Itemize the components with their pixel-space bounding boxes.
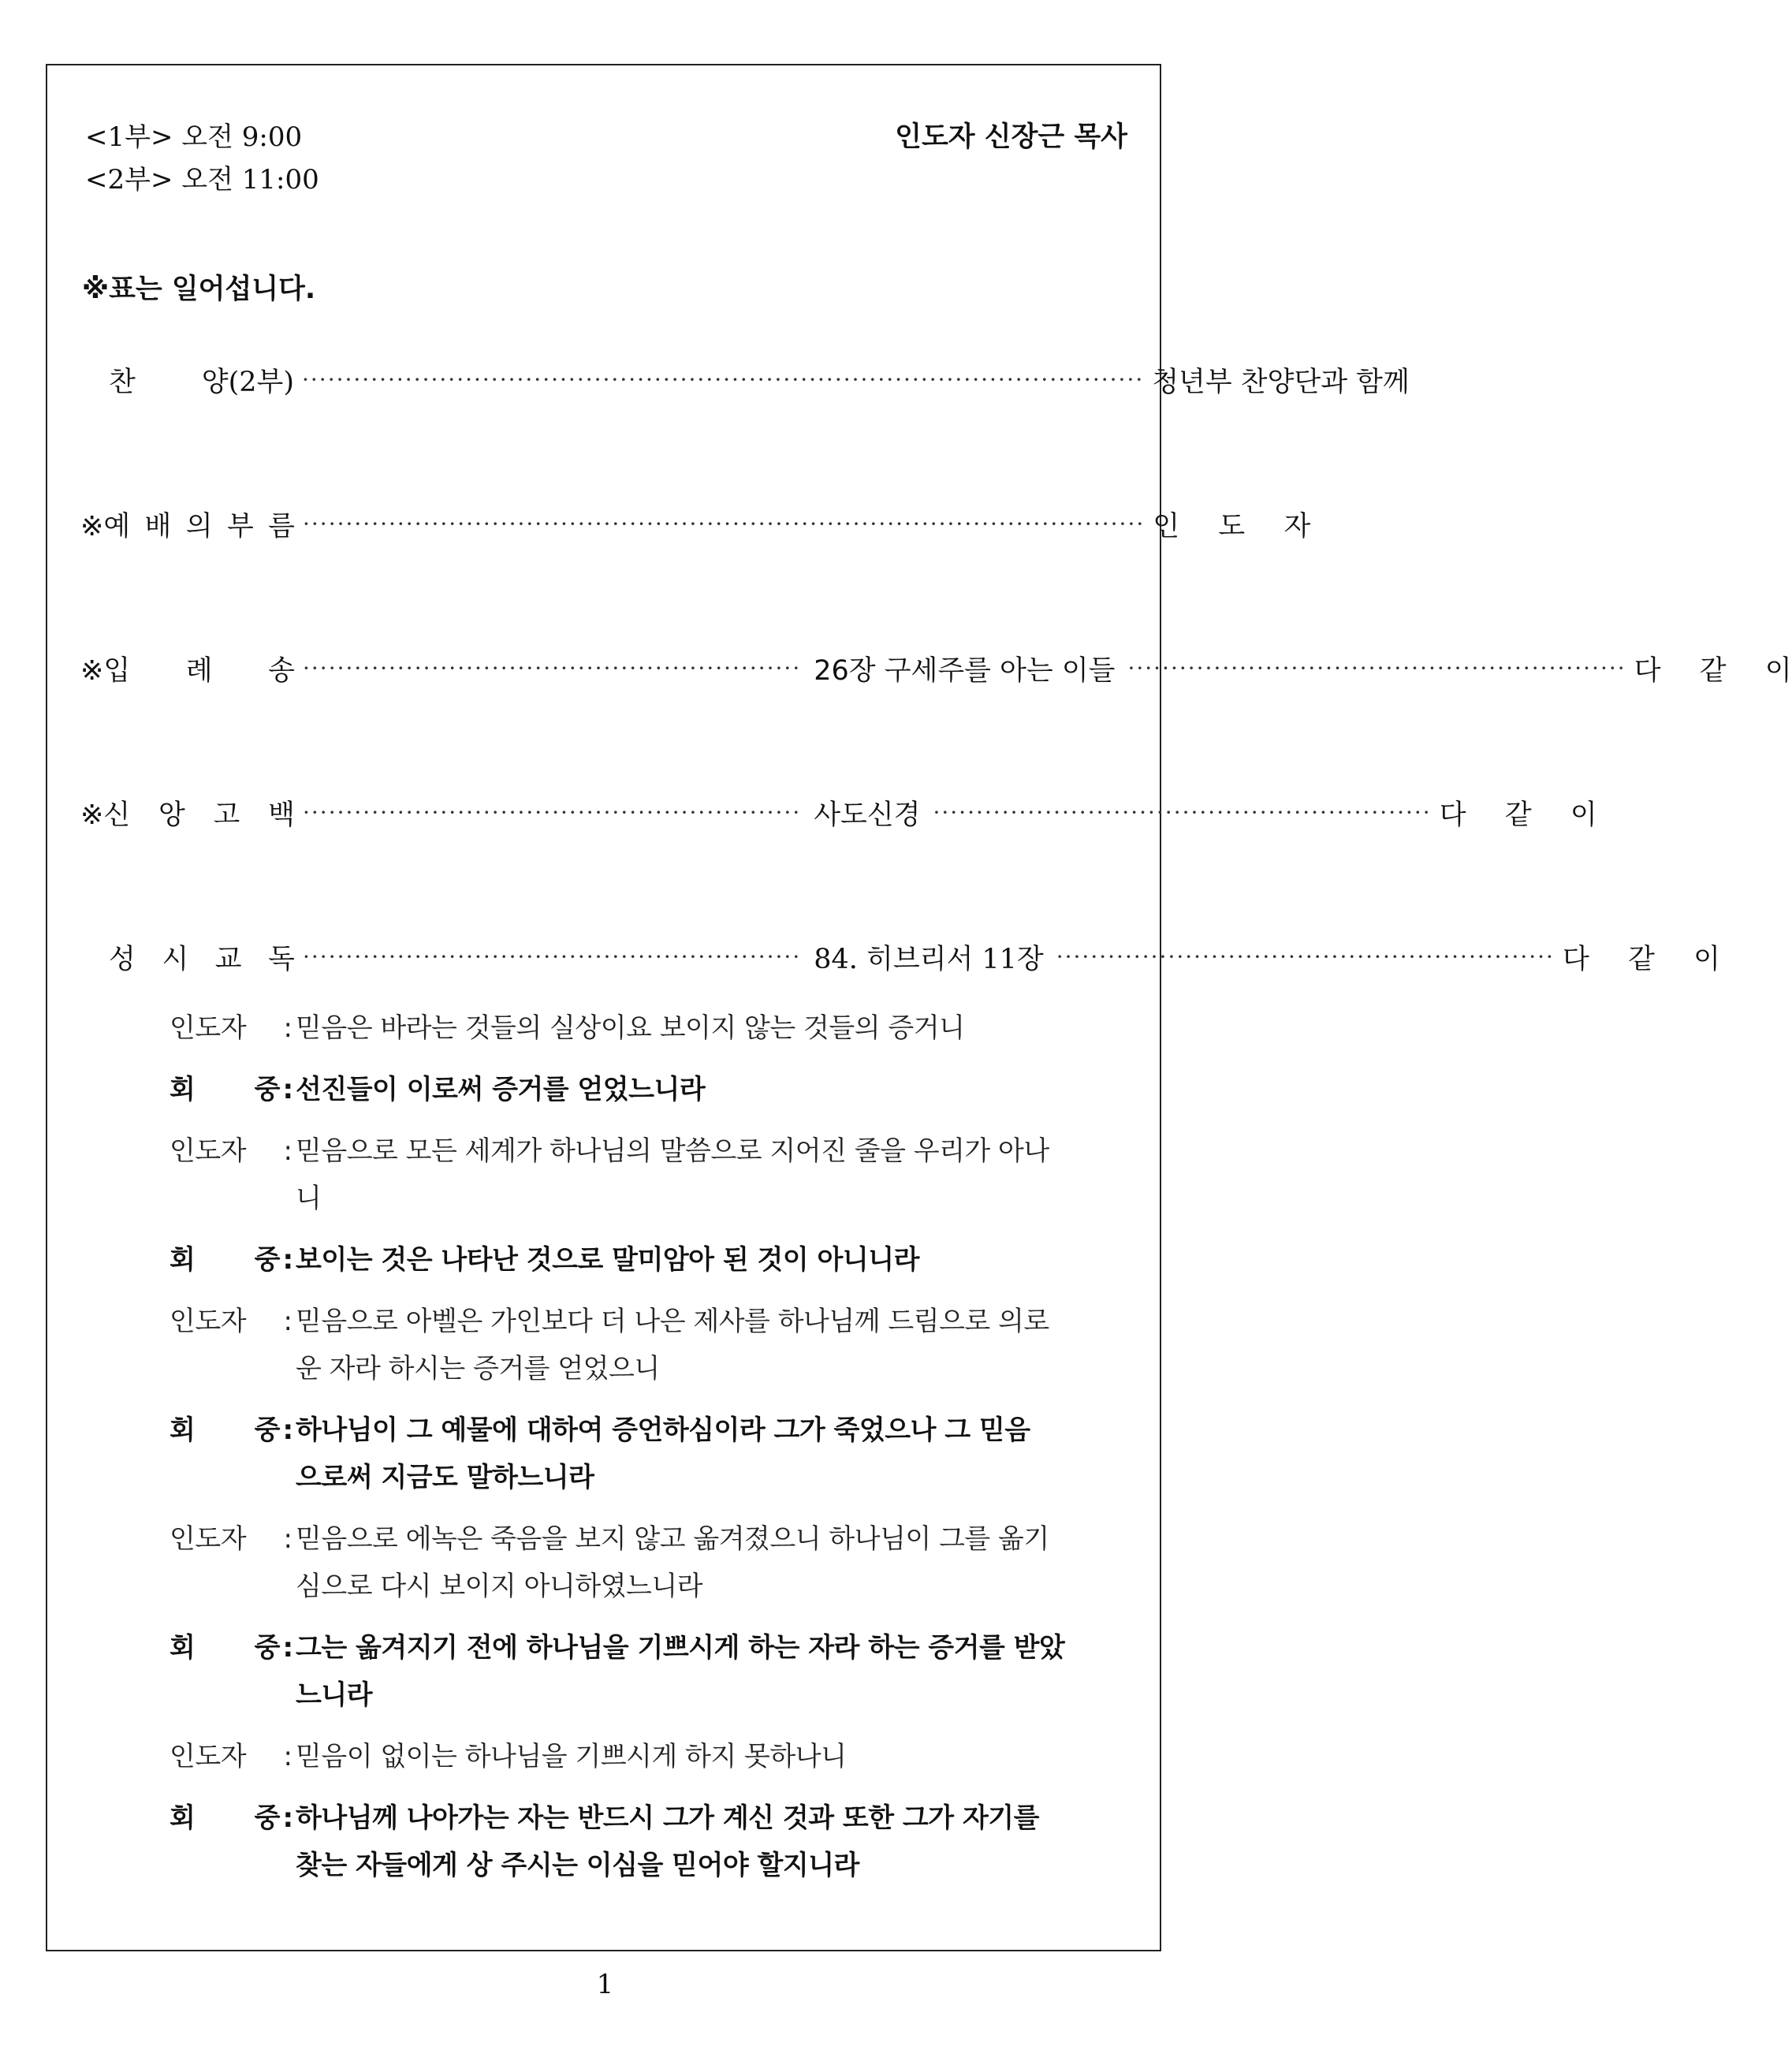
- dot-leader: ··························································: [303, 655, 802, 681]
- role-char: 중: [254, 1074, 280, 1105]
- reading-text: 하나님이 그 예물에 대하여 증언하심이라 그가 죽었으나 그 믿음으로써 지금도 말하느니라: [296, 1414, 1030, 1493]
- label-char: 부: [226, 511, 254, 542]
- colon: :: [283, 1523, 292, 1555]
- colon: :: [282, 1632, 293, 1664]
- colon: :: [283, 1741, 292, 1772]
- order-middle: 84. 히브리서 11장: [814, 944, 1044, 975]
- order-item-praise: [109, 360, 1410, 400]
- colon: :: [282, 1074, 293, 1105]
- reading-line-leader: [170, 1515, 1116, 1610]
- right-char: 이: [1693, 944, 1720, 975]
- label-char: 송: [268, 655, 295, 687]
- colon: :: [282, 1802, 293, 1834]
- colon: :: [283, 1135, 292, 1167]
- dot-leader: ··························································: [303, 944, 802, 970]
- label-char: 백: [268, 799, 295, 831]
- order-label: [109, 937, 295, 977]
- label-char: 앙: [158, 799, 185, 831]
- label-char: 성: [109, 944, 136, 975]
- label-char: 양(2부): [201, 367, 294, 398]
- right-char: 다: [1562, 944, 1589, 975]
- reading-role: [170, 1066, 280, 1113]
- standing-note: ※표는 일어섭니다.: [82, 274, 316, 305]
- service-time-2: <2부> 오전 11:00: [85, 164, 319, 196]
- reading-line-leader: [170, 1127, 1116, 1222]
- reading-text: 믿음은 바라는 것들의 실상이요 보이지 않는 것들의 증거니: [296, 1012, 965, 1044]
- reading-role: [170, 1236, 280, 1284]
- order-label: [80, 793, 295, 833]
- reading-role: [170, 1794, 280, 1889]
- role-char: 중: [254, 1632, 280, 1664]
- reading-text: 선진들이 이로써 증거를 얻었느니라: [296, 1074, 706, 1105]
- reading-text: 믿음으로 에녹은 죽음을 보지 않고 옮겨졌으니 하나님이 그를 옮기심으로 다시 보이지 아니하였느니라: [296, 1523, 1049, 1602]
- service-time-1: <1부> 오전 9:00: [85, 121, 303, 153]
- dot-leader: ··································································································: [302, 367, 1145, 393]
- label-char: 교: [214, 944, 242, 975]
- role-char: 중: [254, 1802, 280, 1834]
- reading-text: 믿음으로 아벨은 가인보다 더 나은 제사를 하나님께 드림으로 의로운 자라 하시는 증거를 얻었으니: [296, 1306, 1049, 1384]
- role-char: 인도자: [170, 1012, 247, 1044]
- reading-line-congregation: [170, 1624, 1116, 1719]
- order-right: 청년부 찬양단과 함께: [1152, 367, 1410, 398]
- label-char: 례: [185, 655, 213, 687]
- label-char: ※신: [80, 799, 131, 831]
- order-label: [80, 649, 295, 688]
- order-item-call-to-worship: [80, 505, 1311, 544]
- dot-leader: ··························································: [933, 799, 1432, 825]
- right-char: 이: [1764, 655, 1792, 687]
- order-right: [1634, 649, 1792, 688]
- role-char: 중: [254, 1414, 280, 1446]
- reading-text: 보이는 것은 나타난 것으로 말미암아 된 것이 아니니라: [296, 1244, 919, 1276]
- right-char: 같: [1504, 799, 1532, 831]
- role-char: 인도자: [170, 1306, 247, 1337]
- role-char: 인도자: [170, 1135, 247, 1167]
- role-char: 회: [170, 1074, 196, 1105]
- reading-role: [170, 1004, 280, 1052]
- reading-role: [170, 1298, 280, 1392]
- right-char: 자: [1283, 511, 1311, 542]
- reading-text: 믿음이 없이는 하나님을 기쁘시게 하지 못하나니: [296, 1741, 847, 1772]
- page-number: 1: [596, 1969, 614, 2000]
- order-right: [1563, 937, 1720, 977]
- reading-text: 하나님께 나아가는 자는 반드시 그가 계신 것과 또한 그가 자기를 찾는 자들에게 상 주시는 이심을 믿어야 할지니라: [296, 1802, 1039, 1881]
- label-char: 시: [162, 944, 189, 975]
- order-item-responsive-reading: [109, 937, 1720, 977]
- reading-role: [170, 1624, 280, 1719]
- reading-line-leader: [170, 1733, 1116, 1780]
- reading-role: [170, 1127, 280, 1222]
- label-char: 고: [213, 799, 240, 831]
- order-item-creed: [80, 793, 1597, 833]
- right-char: 인: [1153, 511, 1180, 542]
- colon: :: [282, 1414, 293, 1446]
- role-char: 회: [170, 1802, 196, 1834]
- label-char: ※예: [80, 511, 131, 542]
- reading-line-congregation: [170, 1794, 1116, 1889]
- label-char: 배: [144, 511, 172, 542]
- right-char: 같: [1628, 944, 1655, 975]
- label-char: 독: [268, 944, 295, 975]
- label-char: ※입: [80, 655, 131, 687]
- order-label: [80, 505, 295, 544]
- order-middle: 26장 구세주를 아는 이들: [814, 655, 1116, 687]
- right-char: 도: [1218, 511, 1246, 542]
- right-char: 이: [1570, 799, 1597, 831]
- dot-leader: ··························································: [1056, 944, 1555, 970]
- right-char: 다: [1634, 655, 1661, 687]
- reading-line-leader: [170, 1004, 1116, 1052]
- reading-text: 그는 옮겨지기 전에 하나님을 기쁘시게 하는 자라 하는 증거를 받았느니라: [296, 1632, 1065, 1711]
- reading-role: [170, 1407, 280, 1501]
- dot-leader: ··································································································: [303, 511, 1146, 537]
- worship-leader: 인도자 신장근 목사: [895, 121, 1127, 153]
- dot-leader: ··························································: [1127, 655, 1626, 681]
- role-char: 회: [170, 1632, 196, 1664]
- label-char: 찬: [109, 367, 136, 398]
- reading-line-congregation: [170, 1236, 1116, 1284]
- reading-line-congregation: [170, 1066, 1116, 1113]
- order-right: [1153, 505, 1310, 544]
- dot-leader: ··························································: [303, 799, 802, 825]
- label-char: 름: [268, 511, 295, 542]
- label-char: 의: [185, 511, 213, 542]
- role-char: 인도자: [170, 1741, 247, 1772]
- role-char: 회: [170, 1414, 196, 1446]
- role-char: 중: [254, 1244, 280, 1276]
- order-item-opening-hymn: [80, 649, 1792, 688]
- reading-role: [170, 1515, 280, 1610]
- order-middle: 사도신경: [814, 799, 921, 831]
- reading-text: 믿음으로 모든 세계가 하나님의 말씀으로 지어진 줄을 우리가 아나니: [296, 1135, 1049, 1214]
- reading-line-leader: [170, 1298, 1116, 1392]
- order-label: [109, 360, 294, 400]
- reading-line-congregation: [170, 1407, 1116, 1501]
- role-char: 인도자: [170, 1523, 247, 1555]
- order-right: [1440, 793, 1597, 833]
- reading-role: [170, 1733, 280, 1780]
- right-char: 같: [1699, 655, 1727, 687]
- role-char: 회: [170, 1244, 196, 1276]
- right-char: 다: [1439, 799, 1466, 831]
- colon: :: [283, 1012, 292, 1044]
- colon: :: [282, 1244, 293, 1276]
- colon: :: [283, 1306, 292, 1337]
